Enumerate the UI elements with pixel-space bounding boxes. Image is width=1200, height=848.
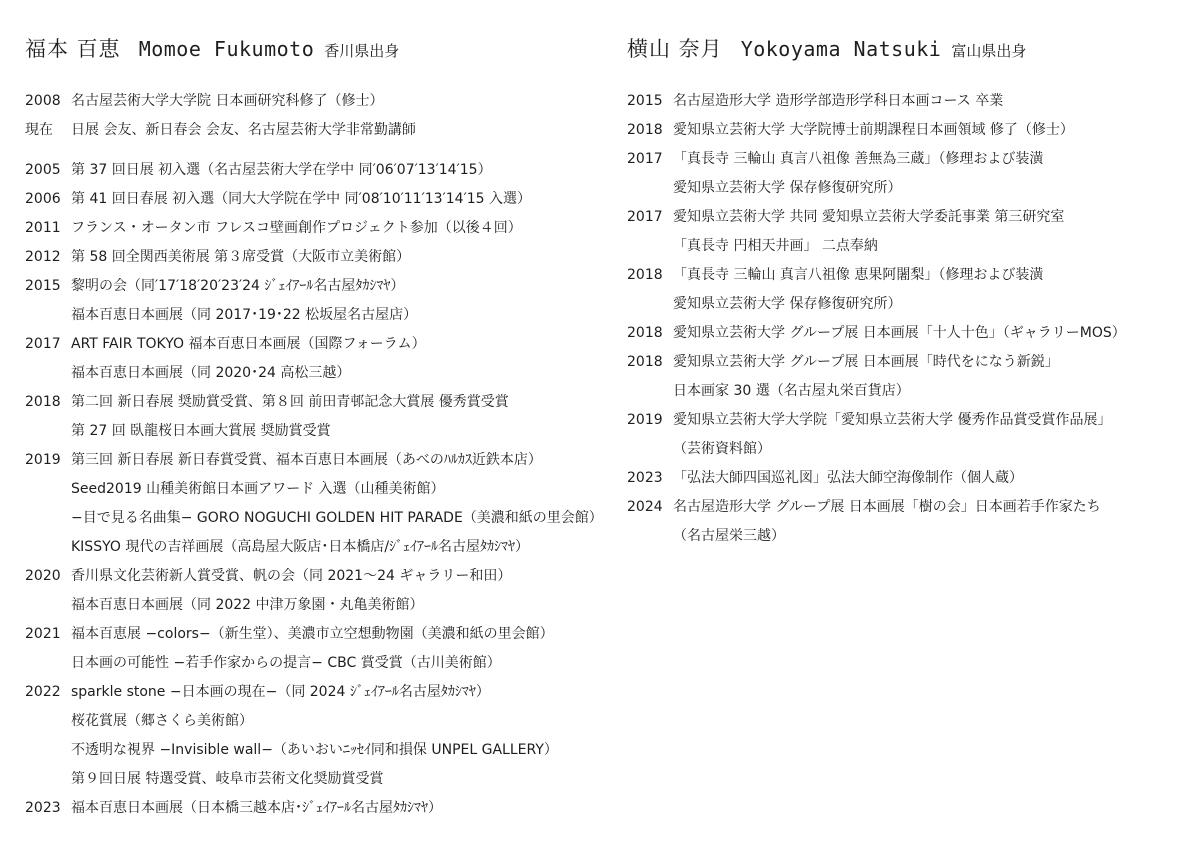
history-entry bbox=[25, 562, 600, 620]
entry-lines bbox=[673, 116, 1187, 145]
entry-line: 第９回日展 特選受賞、岐阜市芸術文化奨励賞受賞 bbox=[71, 771, 384, 787]
entry-line: 愛知県立芸術大学 共同 愛知県立芸術大学委託事業 第三研究室 bbox=[673, 209, 1065, 225]
entry-year: 現在 bbox=[25, 122, 53, 138]
entry-year: 2019 bbox=[25, 452, 61, 468]
history-entry bbox=[627, 319, 1187, 348]
history-entry bbox=[627, 464, 1187, 493]
entry-year: 2024 bbox=[627, 499, 663, 515]
entry-year: 2017 bbox=[627, 209, 663, 225]
entry-line: （芸術資料館） bbox=[673, 441, 771, 457]
section-gap bbox=[25, 145, 600, 156]
entry-lines bbox=[71, 243, 600, 272]
history-entry bbox=[25, 794, 600, 823]
entry-line: 福本百恵展 −colors−（新生堂）、美濃市立空想動物園（美濃和紙の里会館） bbox=[71, 626, 554, 642]
entry-lines bbox=[71, 678, 600, 794]
entry-line: 第三回 新日春展 新日春賞受賞、福本百恵日本画展（あべのﾊﾙｶｽ近鉄本店） bbox=[71, 452, 542, 468]
entry-line: 第 27 回 臥龍桜日本画大賞展 奨励賞受賞 bbox=[71, 423, 331, 439]
entry-year: 2017 bbox=[25, 336, 61, 352]
history-entry bbox=[627, 87, 1187, 116]
entry-lines bbox=[71, 330, 600, 388]
history-entry bbox=[25, 388, 600, 446]
entry-year: 2020 bbox=[25, 568, 61, 584]
entry-line: 愛知県立芸術大学 グループ展 日本画展「時代をになう新鋭」 bbox=[673, 354, 1059, 370]
entry-line: 不透明な視界 −Invisible wall−（あいおいﾆｯｾｲ同和損保 UNPEL GALLERY） bbox=[71, 742, 558, 758]
history-entry bbox=[25, 243, 600, 272]
entry-lines bbox=[71, 446, 603, 562]
entry-lines bbox=[71, 214, 600, 243]
history-entry bbox=[627, 261, 1187, 319]
entry-lines bbox=[71, 87, 600, 116]
history-entry bbox=[627, 116, 1187, 145]
entry-year: 2018 bbox=[627, 122, 663, 138]
entry-year: 2018 bbox=[25, 394, 61, 410]
entry-lines bbox=[673, 203, 1187, 261]
entry-line: ART FAIR TOKYO 福本百恵日本画展（国際フォーラム） bbox=[71, 336, 426, 352]
artist-origin: 香川県出身 bbox=[324, 42, 400, 60]
entry-line: 愛知県立芸術大学 保存修復研究所） bbox=[673, 296, 902, 312]
entry-line: 第 37 回日展 初入選（名古屋芸術大学在学中 同′06′07′13′14′15） bbox=[71, 162, 492, 178]
entry-line: KISSYO 現代の吉祥画展（高島屋大阪店･日本橋店/ｼﾞｪｲｱｰﾙ名古屋ﾀｶｼﾏﾔ） bbox=[71, 539, 530, 555]
entry-line: 日本画家 30 選（名古屋丸栄百貨店） bbox=[673, 383, 910, 399]
entry-lines bbox=[71, 388, 600, 446]
entry-line: 日本画の可能性 −若手作家からの提言− CBC 賞受賞（古川美術館） bbox=[71, 655, 501, 671]
entry-year: 2018 bbox=[627, 325, 663, 341]
entry-year: 2015 bbox=[25, 278, 61, 294]
history-entry bbox=[627, 348, 1187, 406]
artist-origin: 富山県出身 bbox=[951, 42, 1027, 60]
entry-year: 2023 bbox=[25, 800, 61, 816]
history-entry bbox=[627, 203, 1187, 261]
entry-lines bbox=[673, 261, 1187, 319]
entry-line: 黎明の会（同′17′18′20′23′24 ｼﾞｪｲｱｰﾙ名古屋ﾀｶｼﾏﾔ） bbox=[71, 278, 405, 294]
entry-lines bbox=[673, 493, 1187, 551]
entry-lines bbox=[673, 406, 1187, 464]
entry-year: 2022 bbox=[25, 684, 61, 700]
right-header bbox=[627, 33, 1026, 63]
entry-line: フランス・オータン市 フレスコ壁画創作プロジェクト参加（以後４回） bbox=[71, 220, 522, 236]
entry-line: 名古屋造形大学 グループ展 日本画展「樹の会」日本画若手作家たち bbox=[673, 499, 1101, 515]
entry-line: 福本百恵日本画展（日本橋三越本店･ｼﾞｪｲｱｰﾙ名古屋ﾀｶｼﾏﾔ） bbox=[71, 800, 442, 816]
entry-line: （名古屋栄三越） bbox=[673, 528, 785, 544]
history-entry bbox=[627, 406, 1187, 464]
entry-year: 2006 bbox=[25, 191, 61, 207]
entry-lines bbox=[71, 272, 600, 330]
entry-lines bbox=[71, 185, 600, 214]
entry-year: 2011 bbox=[25, 220, 61, 236]
artist-name-english: Momoe Fukumoto bbox=[138, 37, 315, 61]
history-entry bbox=[25, 214, 600, 243]
left-history-list bbox=[25, 87, 603, 823]
entry-line: Seed2019 山種美術館日本画アワード 入選（山種美術館） bbox=[71, 481, 445, 497]
entry-year: 2012 bbox=[25, 249, 61, 265]
entry-year: 2017 bbox=[627, 151, 663, 167]
entry-lines bbox=[71, 116, 600, 145]
entry-line: 日展 会友、新日春会 会友、名古屋芸術大学非常勤講師 bbox=[71, 122, 416, 138]
entry-lines bbox=[71, 156, 600, 185]
entry-line: 「真長寺 三輪山 真言八祖像 恵果阿闍梨」（修理および装潢 bbox=[673, 267, 1044, 283]
entry-line: 愛知県立芸術大学 大学院博士前期課程日本画領域 修了（修士） bbox=[673, 122, 1074, 138]
entry-line: 第 58 回全関西美術展 第３席受賞（大阪市立美術館） bbox=[71, 249, 411, 265]
artist-name-japanese: 福本 百恵 bbox=[25, 37, 121, 61]
entry-line: 香川県文化芸術新人賞受賞、帆の会（同 2021～24 ギャラリー和田） bbox=[71, 568, 512, 584]
entry-lines bbox=[71, 620, 600, 678]
history-entry bbox=[25, 446, 603, 562]
entry-year: 2019 bbox=[627, 412, 663, 428]
entry-year: 2008 bbox=[25, 93, 61, 109]
entry-line: sparkle stone −日本画の現在−（同 2024 ｼﾞｪｲｱｰﾙ名古屋ﾀｶｼﾏﾔ） bbox=[71, 684, 490, 700]
entry-line: 「真長寺 三輪山 真言八祖像 善無為三蔵」（修理および装潢 bbox=[673, 151, 1044, 167]
entry-line: 「弘法大師四国巡礼図」弘法大師空海像制作（個人蔵） bbox=[673, 470, 1023, 486]
history-entry bbox=[25, 185, 600, 214]
entry-line: 名古屋芸術大学大学院 日本画研究科修了（修士） bbox=[71, 93, 384, 109]
entry-lines bbox=[673, 348, 1187, 406]
history-entry bbox=[627, 145, 1187, 203]
artist-name-japanese: 横山 奈月 bbox=[627, 37, 723, 61]
left-header bbox=[25, 33, 399, 63]
history-entry bbox=[25, 156, 600, 185]
entry-year: 2021 bbox=[25, 626, 61, 642]
entry-line: 愛知県立芸術大学 保存修復研究所） bbox=[673, 180, 902, 196]
entry-line: −目で見る名曲集− GORO NOGUCHI GOLDEN HIT PARADE（美濃和紙の里会館） bbox=[71, 510, 603, 526]
history-entry bbox=[25, 272, 600, 330]
history-entry bbox=[25, 87, 600, 116]
entry-lines bbox=[71, 562, 600, 620]
entry-year: 2018 bbox=[627, 354, 663, 370]
entry-year: 2023 bbox=[627, 470, 663, 486]
right-history-list bbox=[627, 87, 1187, 551]
entry-line: 第 41 回日春展 初入選（同大大学院在学中 同′08′10′11′13′14′15 入選） bbox=[71, 191, 532, 207]
history-entry bbox=[25, 330, 600, 388]
entry-lines bbox=[673, 87, 1187, 116]
history-entry bbox=[25, 678, 600, 794]
history-entry bbox=[25, 116, 600, 145]
entry-line: 第二回 新日春展 奨励賞受賞、第８回 前田青邨記念大賞展 優秀賞受賞 bbox=[71, 394, 509, 410]
entry-line: 名古屋造形大学 造形学部造形学科日本画コース 卒業 bbox=[673, 93, 1004, 109]
entry-line: 「真長寺 円相天井画」 二点奉納 bbox=[673, 238, 878, 254]
entry-lines bbox=[673, 319, 1187, 348]
entry-line: 福本百恵日本画展（同 2017･19･22 松坂屋名古屋店） bbox=[71, 307, 418, 323]
entry-line: 福本百恵日本画展（同 2020･24 高松三越） bbox=[71, 365, 351, 381]
entry-lines bbox=[673, 145, 1187, 203]
entry-line: 桜花賞展（郷さくら美術館） bbox=[71, 713, 253, 729]
entry-lines bbox=[673, 464, 1187, 493]
entry-line: 福本百恵日本画展（同 2022 中津万象園・丸亀美術館） bbox=[71, 597, 424, 613]
artist-name-english: Yokoyama Natsuki bbox=[740, 37, 942, 61]
entry-lines bbox=[71, 794, 600, 823]
entry-line: 愛知県立芸術大学大学院「愛知県立芸術大学 優秀作品賞受賞作品展」 bbox=[673, 412, 1112, 428]
history-entry bbox=[627, 493, 1187, 551]
entry-year: 2015 bbox=[627, 93, 663, 109]
entry-year: 2018 bbox=[627, 267, 663, 283]
entry-line: 愛知県立芸術大学 グループ展 日本画展「十人十色」（ギャラリーMOS） bbox=[673, 325, 1126, 341]
history-entry bbox=[25, 620, 600, 678]
entry-year: 2005 bbox=[25, 162, 61, 178]
